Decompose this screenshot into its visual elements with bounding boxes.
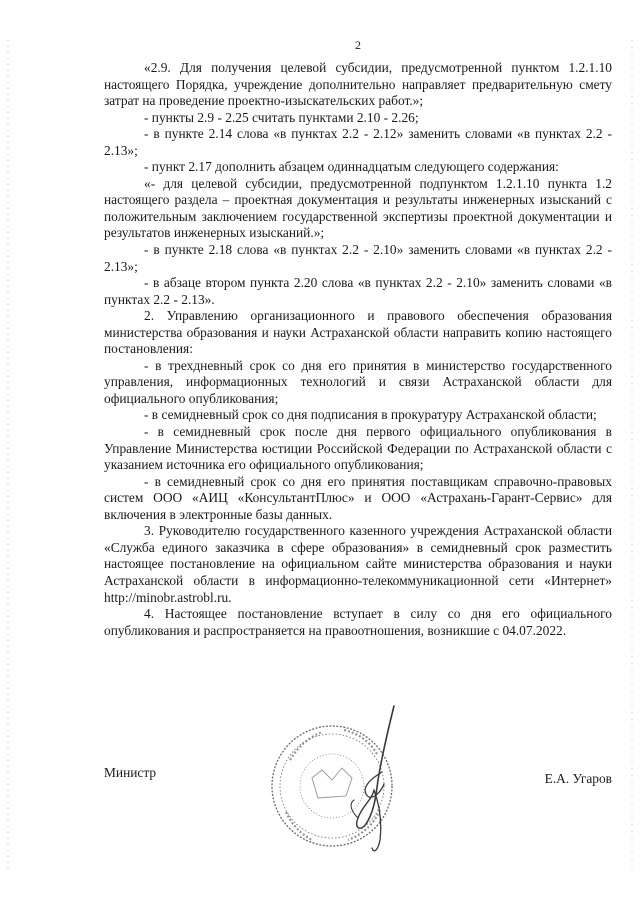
paragraph: - пункты 2.9 - 2.25 считать пунктами 2.10 - 2.26; [144,109,419,125]
paragraph: - в трехдневный срок со дня его принятия в министерство государственного управления, информационных технологий и связи Астраханской области для официального опубликования; [104,357,612,406]
paragraph: «- для целевой субсидии, предусмотренной подпунктом 1.2.1.10 пункта 1.2 настоящего раздела – проектная документация и результаты инженерных изысканий с положительным заключением государственной экспертизы проектной документации и результатов инженерных изысканий.»; [104,175,612,241]
paragraph: 4. Настоящее постановление вступает в силу со дня его официального опубликования и распространяется на правоотношения, возникшие с 04.07.2022. [104,606,612,638]
paragraph: - в абзаце втором пункта 2.20 слова «в пунктах 2.2 - 2.10» заменить словами «в пунктах 2.2 - 2.13». [104,275,612,307]
paragraph: - в пункте 2.18 слова «в пунктах 2.2 - 2.10» заменить словами «в пунктах 2.2 - 2.13»; [104,242,612,274]
paragraph: - в пункте 2.14 слова «в пунктах 2.2 - 2.12» заменить словами «в пунктах 2.2 - 2.13»; [104,126,612,158]
paragraph: - в семидневный срок со дня подписания в прокуратуру Астраханской области; [144,407,597,423]
document-body [104,60,612,639]
scan-edge-left [6,40,10,870]
signatory-title: Министр [104,765,157,780]
paragraph: - в семидневный срок со дня его принятия поставщикам справочно-правовых систем ООО «АИЦ «КонсультантПлюс» и ООО «Астрахань-Гарант-Сервис» для включения в электронные базы данных. [104,473,612,522]
paragraph: 2. Управлению организационного и правового обеспечения образования министерства образования и науки Астраханской области направить копию настоящего постановления: [104,308,612,357]
signatory-name: Е.А. Угаров [544,771,612,786]
paragraph: 3. Руководителю государственного казенного учреждения Астраханской области «Служба единого заказчика в сфере образования» в семидневный срок разместить настоящее постановление на официальном сайте министерства образования и науки Астраханской области в информационно-телекоммуникационной сети «Интернет» http://minobr.astrobl.ru. [104,523,612,605]
paragraph: - в семидневный срок после дня первого официального опубликования в Управление Министерства юстиции Российской Федерации по Астраханской области с указанием источника его официального опубликования; [104,424,612,473]
paragraph: - пункт 2.17 дополнить абзацем одиннадцатым следующего содержания: [144,159,559,175]
page-number: 2 [355,38,361,52]
scan-edge-right [630,40,634,870]
paragraph: «2.9. Для получения целевой субсидии, предусмотренной пунктом 1.2.1.10 настоящего Порядка, учреждение дополнительно направляет предварительную смету затрат на проведение проектно-изыскательских работ.»; [104,60,612,109]
official-seal-with-signature [262,700,412,860]
